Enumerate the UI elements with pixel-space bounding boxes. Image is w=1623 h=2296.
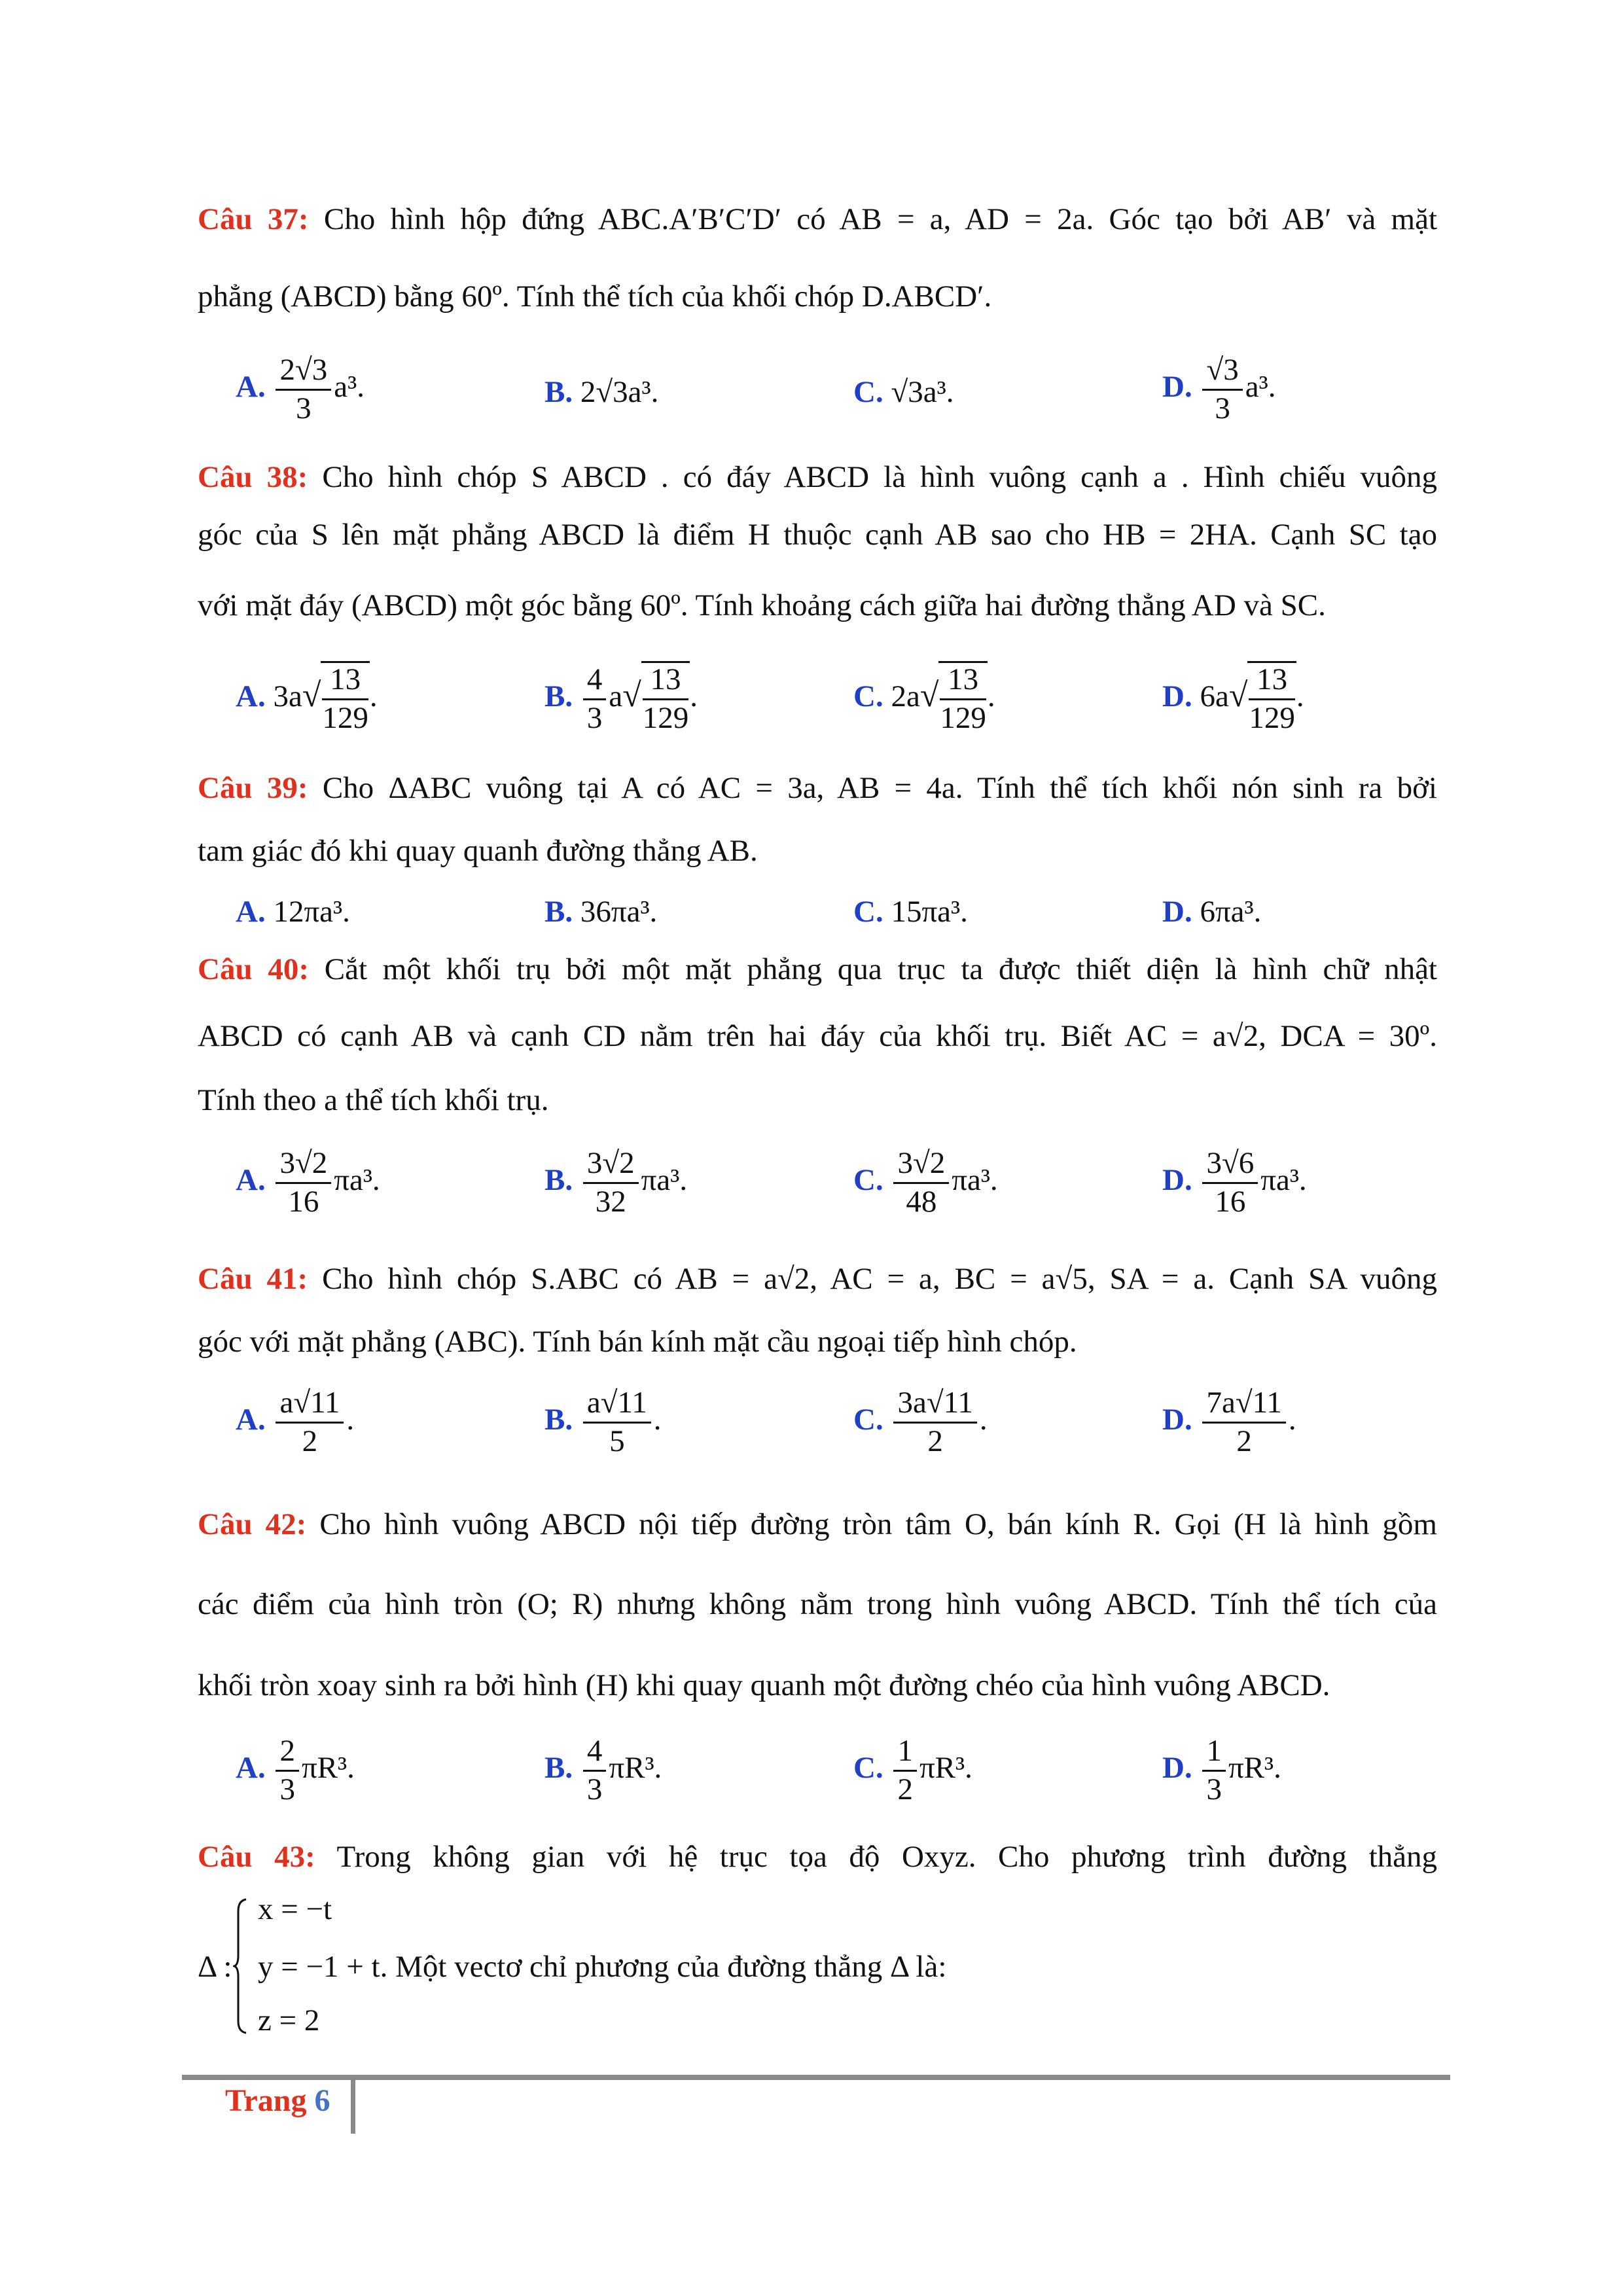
answer-value: 6πa³. <box>1200 895 1262 929</box>
answer-key: A. <box>236 679 266 713</box>
answer-key: B. <box>544 1402 573 1437</box>
answer-value: 15πa³. <box>891 895 968 929</box>
answer-tail: πR³. <box>1228 1750 1281 1785</box>
question-label: Câu 43: <box>198 1840 315 1874</box>
answer-key: D. <box>1162 679 1192 713</box>
fraction-numerator: 13 <box>643 663 689 700</box>
question-label: Câu 39: <box>198 771 308 805</box>
answer-tail: πa³. <box>952 1162 998 1197</box>
sqrt-icon: √ <box>622 676 641 714</box>
footer-divider <box>182 2075 1450 2080</box>
question-text: Cho hình chóp S ABCD . có đáy ABCD là hình vuông cạnh a . Hình chiếu vuông <box>322 460 1437 494</box>
fraction-denominator: 3 <box>586 700 603 735</box>
answer-key: B. <box>544 375 573 409</box>
fraction-denominator: 3 <box>279 1772 295 1806</box>
equation-z: z = 2 <box>258 2003 320 2037</box>
question-label: Câu 41: <box>198 1262 308 1296</box>
footer-label: Trang <box>225 2083 307 2118</box>
answer-a <box>236 894 350 929</box>
question-text: các điểm của hình tròn (O; R) nhưng không nằm trong hình vuông ABCD. Tính thể tích của <box>198 1587 1437 1621</box>
question-text: Cho hình chóp S.ABC có AB = a√2, AC = a, BC = a√5, SA = a. Cạnh SA vuông <box>322 1262 1438 1296</box>
answer-c <box>853 1734 972 1806</box>
question-label: Câu 42: <box>198 1507 307 1541</box>
answer-key: D. <box>1162 1402 1192 1437</box>
fraction-numerator: 3√2 <box>893 1147 949 1184</box>
question-text: góc của S lên mặt phẳng ABCD là điểm H thuộc cạnh AB sao cho HB = 2HA. Cạnh SC tạo <box>198 518 1437 552</box>
fraction-numerator: a√11 <box>583 1386 651 1424</box>
fraction-denominator: 16 <box>288 1184 319 1219</box>
answer-d <box>1162 894 1261 929</box>
answer-tail: . <box>346 1402 355 1437</box>
fraction-numerator: a√11 <box>276 1386 344 1424</box>
answer-tail: . <box>653 1402 662 1437</box>
answer-key: B. <box>544 679 573 713</box>
answer-c <box>853 1386 988 1458</box>
fraction-denominator: 16 <box>1215 1184 1246 1219</box>
fraction-numerator: √3 <box>1202 353 1242 391</box>
question-text: . Một vectơ chỉ phương của đường thẳng Δ là: <box>380 1950 947 1984</box>
answer-a: A. 3a√ $\frac{13}{129}$ . <box>236 662 378 735</box>
fraction-numerator: 4 <box>583 1734 607 1772</box>
question-text: góc với mặt phẳng (ABC). Tính bán kính mặt cầu ngoại tiếp hình chóp. <box>198 1325 1077 1359</box>
question-label: Câu 40: <box>198 952 309 986</box>
answer-coefficient: 2a <box>891 679 920 713</box>
answer-tail: . <box>979 1402 988 1437</box>
question-label: Câu 37: <box>198 202 309 236</box>
answer-a <box>236 1734 355 1806</box>
answer-tail: . <box>1288 1402 1296 1437</box>
fraction-numerator: 4 <box>583 663 607 700</box>
fraction-numerator: 13 <box>1249 663 1295 700</box>
equation-y: y = −1 + t <box>258 1950 380 1984</box>
answer-d <box>1162 353 1275 425</box>
fraction-numerator: 2√3 <box>276 353 331 391</box>
fraction-numerator: 3√2 <box>276 1147 331 1184</box>
answer-a <box>236 1147 380 1219</box>
equation-x: x = −t <box>258 1892 332 1926</box>
answer-b <box>544 1386 662 1458</box>
question-text: Cho hình vuông ABCD nội tiếp đường tròn tâm O, bán kính R. Gọi (H là hình gồm <box>319 1507 1437 1541</box>
fraction-denominator: 2 <box>1236 1424 1252 1458</box>
fraction-denominator: 129 <box>642 700 689 735</box>
answer-a <box>236 1386 354 1458</box>
question-text: tam giác đó khi quay quanh đường thẳng AB. <box>198 834 758 868</box>
answer-tail: πa³. <box>1260 1162 1307 1197</box>
answer-key: D. <box>1162 1162 1192 1197</box>
fraction-denominator: 32 <box>595 1184 626 1219</box>
answer-b <box>544 374 658 410</box>
question-text: phẳng (ABCD) bằng 60º. Tính thể tích của khối chóp D.ABCD′. <box>198 279 992 314</box>
answer-value: 36πa³. <box>580 895 658 929</box>
answer-tail: πa³. <box>334 1162 380 1197</box>
answer-tail: πR³. <box>919 1750 972 1785</box>
answer-key: B. <box>544 1162 573 1197</box>
sqrt-icon: √ <box>302 676 321 714</box>
answer-c <box>853 1147 998 1219</box>
fraction-denominator: 48 <box>906 1184 937 1219</box>
answer-d <box>1162 1734 1281 1806</box>
answer-key: C. <box>853 1750 883 1785</box>
answer-key: C. <box>853 1402 883 1437</box>
answer-tail: πR³. <box>609 1750 662 1785</box>
answer-b <box>544 894 657 929</box>
fraction-denominator: 2 <box>302 1424 318 1458</box>
fraction-denominator: 3 <box>1215 391 1230 425</box>
answer-key: C. <box>853 1162 883 1197</box>
question-text: Cắt một khối trụ bởi một mặt phẳng qua trục ta được thiết diện là hình chữ nhật <box>324 952 1437 986</box>
answer-coefficient: a <box>609 679 623 713</box>
answer-c <box>853 894 968 929</box>
fraction-numerator: 3a√11 <box>893 1386 976 1424</box>
answer-key: D. <box>1162 895 1192 929</box>
question-text: Tính theo a thể tích khối trụ. <box>198 1083 549 1117</box>
answer-value: 2√3a³. <box>580 375 659 409</box>
question-text: Cho ΔABC vuông tại A có AC = 3a, AB = 4a. Tính thể tích khối nón sinh ra bởi <box>322 771 1437 805</box>
fraction-denominator: 3 <box>1206 1772 1222 1806</box>
answer-d <box>1162 1386 1296 1458</box>
question-text: Trong không gian với hệ trục tọa độ Oxyz. Cho phương trình đường thẳng <box>336 1840 1438 1874</box>
answer-key: C. <box>853 895 883 929</box>
fraction-denominator: 2 <box>897 1772 913 1806</box>
fraction-denominator: 3 <box>296 391 312 425</box>
line-name: Δ : <box>198 1950 232 1984</box>
answer-key: A. <box>236 1402 266 1437</box>
fraction-denominator: 2 <box>927 1424 943 1458</box>
fraction-denominator: 129 <box>940 700 986 735</box>
answer-key: A. <box>236 1162 266 1197</box>
fraction-numerator: 3√2 <box>583 1147 639 1184</box>
fraction-numerator: 1 <box>893 1734 917 1772</box>
fraction-denominator: 129 <box>322 700 368 735</box>
answer-c <box>853 374 954 410</box>
question-text: Cho hình hộp đứng ABC.A′B′C′D′ có AB = a, AD = 2a. Góc tạo bởi AB′ và mặt <box>323 202 1438 236</box>
answer-key: D. <box>1162 1750 1192 1785</box>
answer-b <box>544 1734 662 1806</box>
answer-key: D. <box>1162 369 1192 404</box>
answer-tail: a³. <box>334 369 365 404</box>
answer-c: C. 2a√ $\frac{13}{129}$ . <box>853 662 995 735</box>
question-text: với mặt đáy (ABCD) một góc bằng 60º. Tính khoảng cách giữa hai đường thẳng AD và SC. <box>198 588 1326 622</box>
fraction-denominator: 129 <box>1249 700 1295 735</box>
brace-icon <box>233 1898 247 2034</box>
answer-key: B. <box>544 1750 573 1785</box>
answer-key: C. <box>853 679 883 713</box>
answer-tail: πa³. <box>641 1162 688 1197</box>
question-label: Câu 38: <box>198 460 308 494</box>
fraction-numerator: 3√6 <box>1202 1147 1258 1184</box>
answer-a <box>236 353 365 425</box>
fraction-denominator: 3 <box>586 1772 603 1806</box>
answer-tail: a³. <box>1245 369 1276 404</box>
answer-key: A. <box>236 895 266 929</box>
answer-tail: πR³. <box>301 1750 355 1785</box>
answer-key: B. <box>544 895 573 929</box>
sqrt-icon: √ <box>1228 676 1248 714</box>
page-number: 6 <box>314 2083 330 2118</box>
footer-vertical-divider <box>351 2076 355 2134</box>
answer-coefficient: 6a <box>1200 679 1229 713</box>
answer-key: A. <box>236 369 266 404</box>
answer-d <box>1162 1147 1307 1219</box>
answer-b <box>544 1147 687 1219</box>
answer-value: √3a³. <box>891 375 954 409</box>
fraction-numerator: 7a√11 <box>1202 1386 1285 1424</box>
sqrt-icon: √ <box>919 676 939 714</box>
fraction-denominator: 5 <box>609 1424 625 1458</box>
answer-d: D. 6a√ $\frac{13}{129}$ . <box>1162 662 1304 735</box>
answer-key: A. <box>236 1750 266 1785</box>
answer-value: 12πa³. <box>273 895 350 929</box>
answer-key: C. <box>853 375 883 409</box>
question-text: ABCD có cạnh AB và cạnh CD nằm trên hai đáy của khối trụ. Biết AC = a√2, DCA = 30º. <box>198 1019 1437 1053</box>
fraction-numerator: 13 <box>940 663 986 700</box>
question-text: khối tròn xoay sinh ra bởi hình (H) khi quay quanh một đường chéo của hình vuông ABCD. <box>198 1668 1330 1702</box>
answer-coefficient: 3a <box>273 679 302 713</box>
page-footer <box>225 2083 330 2119</box>
answer-b: B. $\frac{4}{3}$ a√ $\frac{13}{129}$ . <box>544 662 698 735</box>
fraction-numerator: 13 <box>322 663 368 700</box>
fraction-numerator: 1 <box>1202 1734 1226 1772</box>
fraction-numerator: 2 <box>276 1734 299 1772</box>
